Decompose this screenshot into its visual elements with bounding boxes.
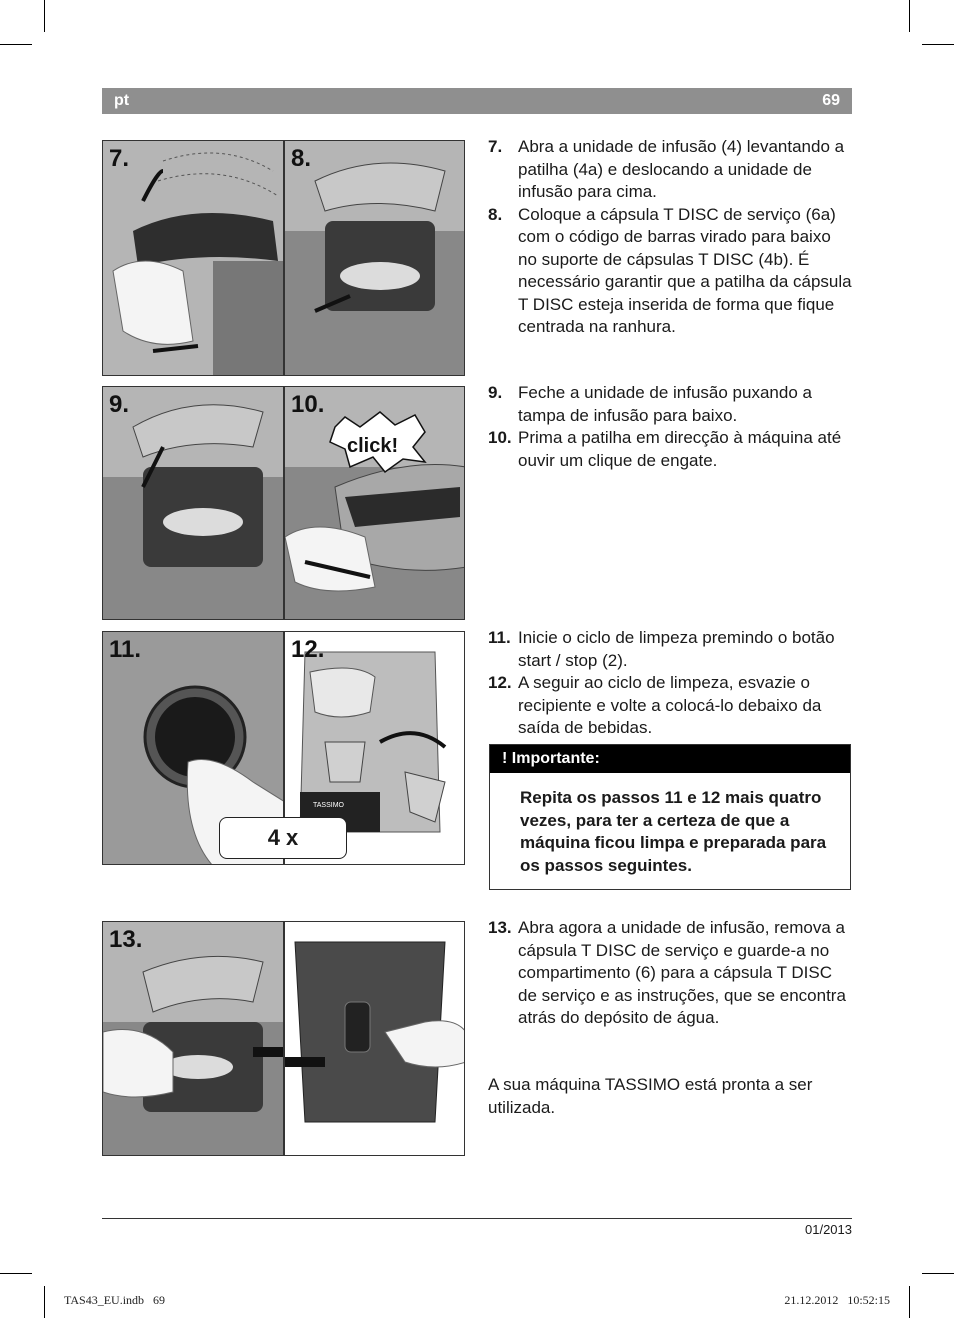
step-7-label: 7. <box>109 145 130 172</box>
step-7-illustration <box>103 141 284 376</box>
step-9-illustration <box>103 387 284 620</box>
figure-step-9 <box>102 386 284 620</box>
step-12-item: 12. A seguir ao ciclo de limpeza, esvazie o recipiente e volte a colocá-lo debaixo da saída de bebidas. <box>488 673 822 737</box>
crop-mark <box>0 1273 32 1274</box>
language-code: pt <box>114 92 130 109</box>
crop-mark <box>0 44 32 45</box>
crop-mark <box>922 44 954 45</box>
step-13-label: 13. <box>109 926 143 953</box>
step-13-item: 13. Abra agora a unidade de infusão, remova a cápsula T DISC de serviço e guarde-a no compartimento (6) para a cápsula T DISC de serviço e as instruções, que se encontra atrás do depósito de água. <box>488 918 846 1027</box>
important-notice <box>489 744 851 890</box>
footer-divider <box>102 1218 852 1219</box>
step-8-label: 8. <box>291 145 312 172</box>
step-13-storage-illustration <box>285 922 465 1156</box>
step-8-illustration <box>285 141 465 376</box>
closing-text: A sua máquina TASSIMO está pronta a ser utilizada. <box>488 1075 813 1117</box>
page-number: 69 <box>822 92 840 109</box>
steps-9-10-text <box>488 382 854 472</box>
step-10-item: 10. Prima a patilha em direcção à máquina até ouvir um clique de engate. <box>488 428 842 470</box>
step-7-item: 7. Abra a unidade de infusão (4) levantando a patilha (4a) e deslocando a unidade de infusão para cima. <box>488 137 845 201</box>
footer-date: 01/2013 <box>805 1222 852 1237</box>
tassimo-logo: TASSIMO <box>313 802 344 809</box>
slug-file: TAS43_EU.indb 69 <box>64 1293 166 1307</box>
step-10-illustration <box>285 387 465 620</box>
step-11-item: 11. Inicie o ciclo de limpeza premindo o botão start / stop (2). <box>488 628 835 670</box>
crop-mark <box>44 0 45 32</box>
step-9-item: 9. Feche a unidade de infusão puxando a tampa de infusão para baixo. <box>488 383 812 425</box>
step-9-label: 9. <box>109 391 130 418</box>
figure-step-8 <box>284 140 465 376</box>
repeat-badge: 4 x <box>219 817 347 859</box>
step-8-item: 8. Coloque a cápsula T DISC de serviço (6a) com o código de barras virado para baixo no suporte de cápsulas T DISC (4b). É necessário garantir que a patilha da cápsula T DISC esteja inserida de forma que fique centrada na ranhura. <box>488 204 852 336</box>
crop-mark <box>44 1286 45 1318</box>
page-header <box>102 88 852 114</box>
figure-step-13-storage <box>284 921 465 1156</box>
steps-11-12-text <box>488 627 854 740</box>
crop-mark <box>922 1273 954 1274</box>
step-12-label: 12. <box>291 636 325 663</box>
important-body: Repita os passos 11 e 12 mais quatro vezes, para ter a certeza de que a máquina ficou limpa e preparada para os passos seguintes. <box>520 788 827 875</box>
figure-step-13 <box>102 921 284 1156</box>
step-13-text <box>488 917 854 1030</box>
crop-mark <box>909 0 910 32</box>
step-11-label: 11. <box>109 636 142 663</box>
step-10-label: 10. <box>291 391 325 418</box>
figure-step-7 <box>102 140 284 376</box>
figure-step-10 <box>284 386 465 620</box>
steps-7-8-text <box>488 136 854 339</box>
important-title: ! Importante: <box>490 745 850 773</box>
click-callout: click! <box>347 435 399 457</box>
crop-mark <box>909 1286 910 1318</box>
step-13-illustration <box>103 922 284 1156</box>
slug-stamp: 21.12.2012 10:52:15 <box>784 1293 890 1307</box>
